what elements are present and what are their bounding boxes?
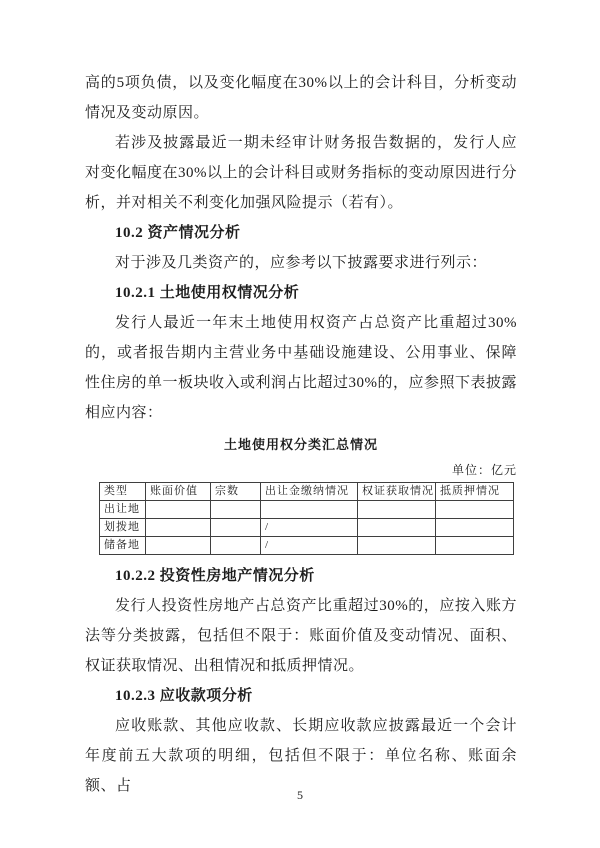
paragraph-asset-categories: 对于涉及几类资产的，应参考以下披露要求进行列示： [115,255,488,271]
table-cell [261,501,358,519]
table-header-certificate-status: 权证获取情况 [358,483,436,501]
table-cell [211,501,261,519]
paragraph-investment-property: 发行人投资性房地产占总资产比重超过30%的，应按入账方法等分类披露，包括但不限于：账面价值及变动情况、面积、权证获取情况、出租情况和抵质押情况。 [85,598,517,674]
table-cell: / [261,519,358,537]
page-number: 5 [297,788,303,802]
paragraph-liabilities-continuation: 高的5项负债，以及变化幅度在30%以上的会计科目，分析变动情况及变动原因。 [85,75,517,121]
table-cell [211,519,261,537]
table-row-granted-land [100,501,514,519]
land-use-rights-table [99,482,514,555]
paragraph-receivables: 应收账款、其他应收款、长期应收款应披露最近一个会计年度前五大款项的明细，包括但不限于：单位名称、账面余额、占 [85,718,517,794]
table-cell [358,537,436,555]
table-header-row [100,483,514,501]
table-cell [436,519,514,537]
table-cell: / [261,537,358,555]
table-header-pledge-status: 抵质押情况 [436,483,514,501]
table-header-type: 类型 [100,483,146,501]
table-unit-label: 单位：亿元 [451,463,517,477]
table-row-reserve-land [100,537,514,555]
table-cell [146,501,211,519]
table-cell [436,537,514,555]
table-cell [436,501,514,519]
paragraph-unaudited-data: 若涉及披露最近一期未经审计财务报告数据的，发行人应对变化幅度在30%以上的会计科目或财务指标的变动原因进行分析，并对相关不利变化加强风险提示（若有）。 [85,135,517,211]
table-header-parcel-count: 宗数 [211,483,261,501]
table-header-grant-fee-payment: 出让金缴纳情况 [261,483,358,501]
document-content [85,68,517,801]
heading-10-2-1: 10.2.1 土地使用权情况分析 [115,285,300,301]
table-cell [146,519,211,537]
heading-10-2-3: 10.2.3 应收款项分析 [115,688,253,704]
table-cell: 出让地 [100,501,146,519]
table-cell: 储备地 [100,537,146,555]
table-cell [358,501,436,519]
paragraph-land-use-rights: 发行人最近一年末土地使用权资产占总资产比重超过30%的，或者报告期内主营业务中基础设施建设、公用事业、保障性住房的单一板块收入或利润占比超过30%的，应参照下表披露相应内容： [85,315,517,421]
table-header-book-value: 账面价值 [146,483,211,501]
table-cell: 划拨地 [100,519,146,537]
table-title: 土地使用权分类汇总情况 [223,437,378,452]
table-cell [358,519,436,537]
heading-10-2-2: 10.2.2 投资性房地产情况分析 [115,568,315,584]
table-cell [211,537,261,555]
heading-10-2: 10.2 资产情况分析 [115,225,241,241]
table-row-allocated-land [100,519,514,537]
table-cell [146,537,211,555]
